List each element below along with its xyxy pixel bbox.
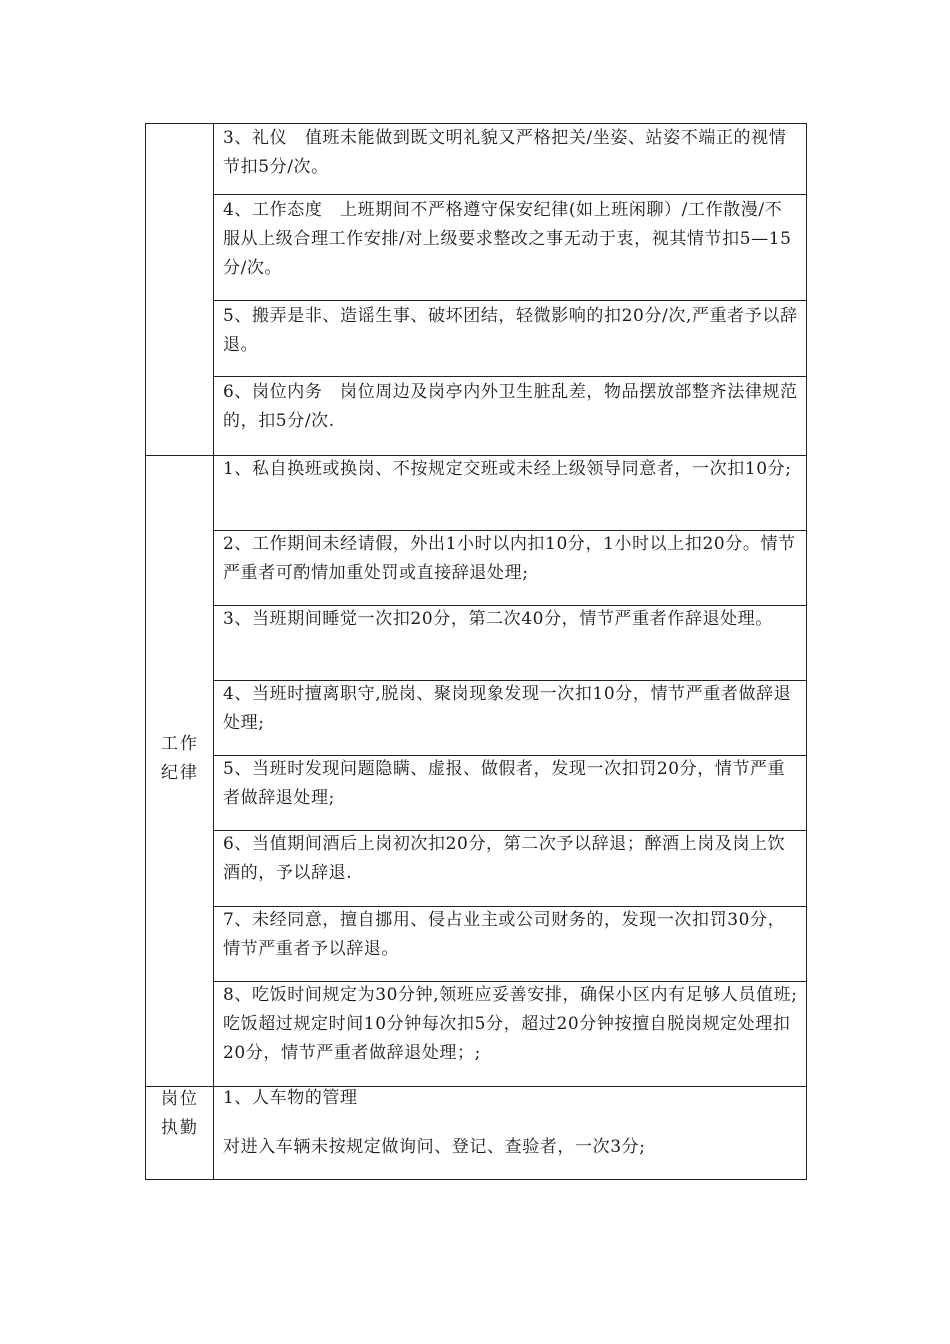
row-divider xyxy=(213,300,806,301)
category-label-line: 执勤 xyxy=(161,1118,199,1138)
rule-item: 4、工作态度 上班期间不严格遵守保安纪律(如上班闲聊）/工作散漫/不服从上级合理工作安排/对上级要求整改之事无动于衷，视其情节扣5—15分/次。 xyxy=(223,200,792,278)
rule-item: 6、当值期间酒后上岗初次扣20分，第二次予以辞退；醉酒上岗及岗上饮酒的，予以辞退. xyxy=(223,834,786,883)
rule-item: 3、当班期间睡觉一次扣20分，第二次40分，情节严重者作辞退处理。 xyxy=(223,609,773,629)
duty-heading: 1、人车物的管理 xyxy=(223,1088,358,1108)
category-label-discipline xyxy=(154,730,206,788)
category-label-line: 岗位 xyxy=(161,1089,199,1109)
category-label-line: 工作 xyxy=(161,734,199,754)
rule-item: 5、当班时发现问题隐瞒、虚报、做假者，发现一次扣罚20分，情节严重者做辞退处理; xyxy=(223,759,786,808)
rule-item: 4、当班时擅离职守,脱岗、聚岗现象发现一次扣10分，情节严重者做辞退处理; xyxy=(223,684,792,733)
rule-item: 3、礼仪 值班未能做到既文明礼貌又严格把关/坐姿、站姿不端正的视情节扣5分/次。 xyxy=(223,128,787,177)
rule-item: 8、吃饭时间规定为30分钟,领班应妥善安排，确保小区内有足够人员值班;吃饭超过规定时间10分钟每次扣5分，超过20分钟按擅自脱岗规定处理扣20分，情节严重者做辞退处理；; xyxy=(223,985,798,1063)
row-divider xyxy=(213,194,806,195)
rule-item: 5、搬弄是非、造谣生事、破坏团结，轻微影响的扣20分/次,严重者予以辞退。 xyxy=(223,306,798,355)
rule-item: 6、岗位内务 岗位周边及岗亭内外卫生脏乱差，物品摆放部整齐法律规范的，扣5分/次. xyxy=(223,382,798,431)
row-divider xyxy=(213,376,806,377)
category-label-line: 纪律 xyxy=(161,763,199,783)
column-divider xyxy=(213,124,214,1179)
rule-item: 1、私自换班或换岗、不按规定交班或未经上级领导同意者，一次扣10分; xyxy=(223,459,792,479)
category-label-duty xyxy=(154,1085,206,1143)
duty-detail: 对进入车辆未按规定做询问、登记、查验者，一次3分; xyxy=(223,1137,646,1157)
rule-item: 2、工作期间未经请假，外出1小时以内扣10分，1小时以上扣20分。情节严重者可酌情加重处罚或直接辞退处理; xyxy=(223,534,796,583)
discipline-table xyxy=(145,123,807,1180)
rule-item: 7、未经同意，擅自挪用、侵占业主或公司财务的，发现一次扣罚30分，情节严重者予以辞退。 xyxy=(223,910,786,959)
